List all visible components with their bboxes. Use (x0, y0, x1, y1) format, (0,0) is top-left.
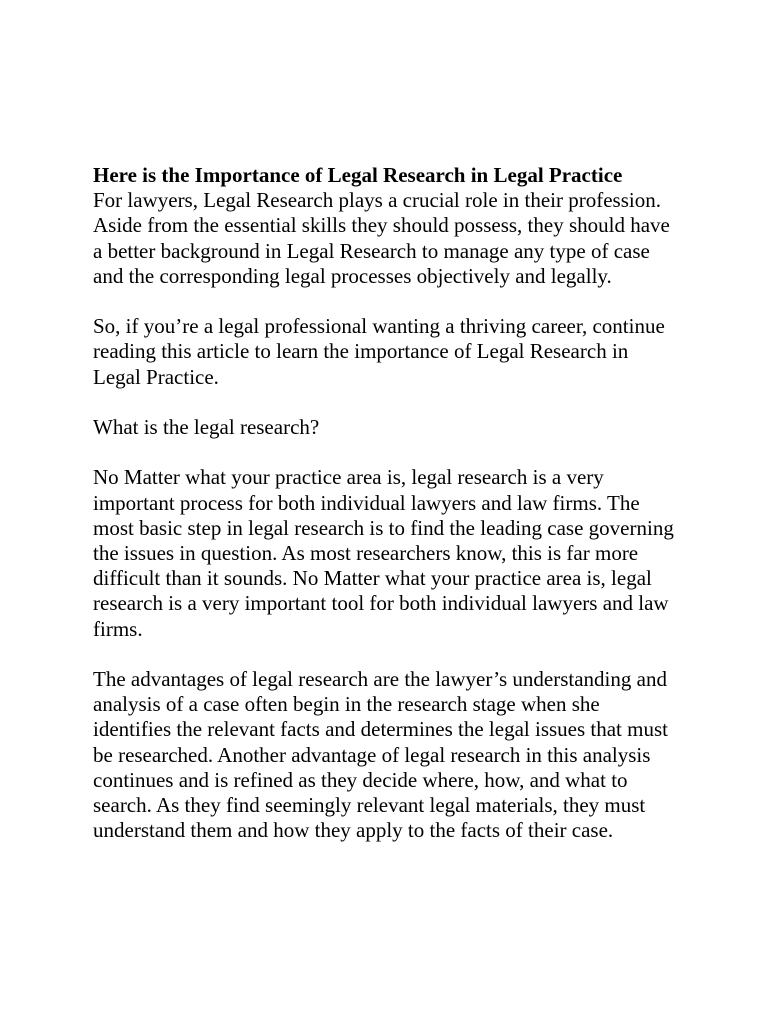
paragraph-advantages: The advantages of legal research are the lawyer’s understanding and analysis of a case often begin in the research stage when she identifies the relevant facts and determines the legal issues that must be researched. Another advantage of legal research in this analysis continues and is refined as they decide where, how, and what to search. As they find seemingly relevant legal materials, they must understand them and how they apply to the facts of their case. (93, 667, 668, 843)
paragraph-intro: For lawyers, Legal Research plays a crucial role in their profession. Aside from the essential skills they should possess, they should have a better background in Legal Research to manage any type of case and the corresponding legal processes objectively and legally. (93, 188, 670, 288)
paragraph-career: So, if you’re a legal professional wanting a thriving career, continue reading this article to learn the importance of Legal Research in Legal Practice. (93, 314, 665, 389)
document-title: Here is the Importance of Legal Research in Legal Practice (93, 163, 623, 187)
section-question: What is the legal research? (93, 415, 320, 439)
document-body (93, 163, 678, 869)
paragraph-practice-area: No Matter what your practice area is, legal research is a very important process for both individual lawyers and law firms. The most basic step in legal research is to find the leading case governing the issues in question. As most researchers know, this is far more difficult than it sounds. No Matter what your practice area is, legal research is a very important tool for both individual lawyers and law firms. (93, 465, 674, 641)
